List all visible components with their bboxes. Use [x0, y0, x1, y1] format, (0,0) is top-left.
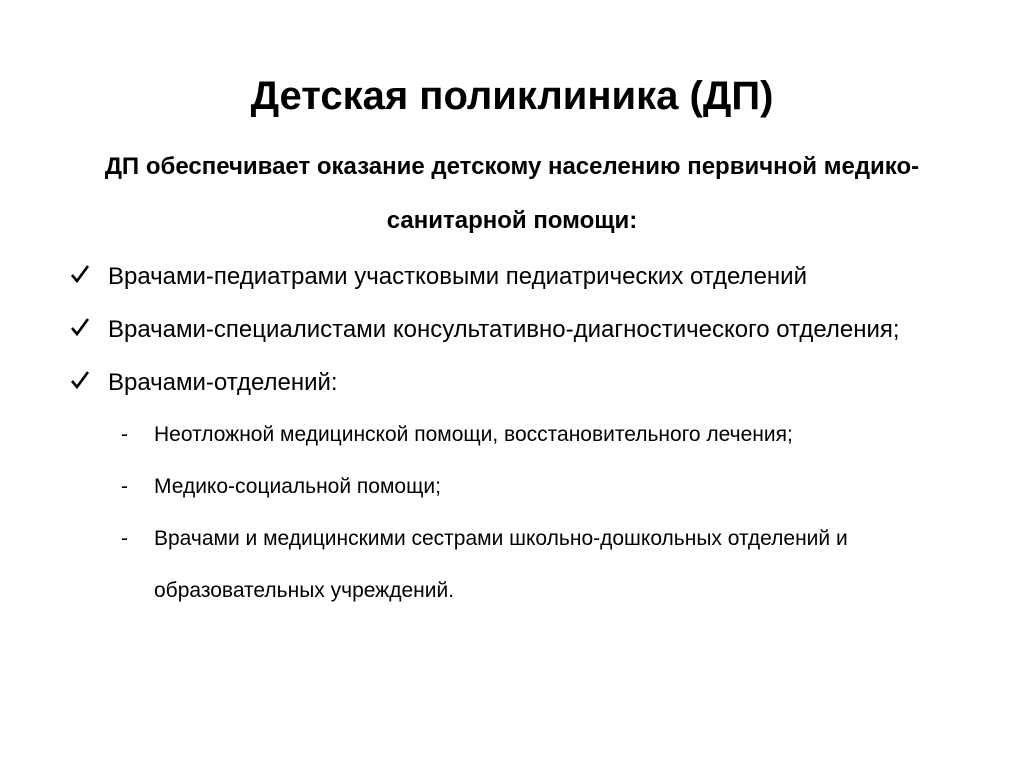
- list-item-text: Врачами-педиатрами участковыми педиатрических отделений: [108, 263, 807, 290]
- sub-list: [0, 409, 964, 617]
- sub-list-item-text: Медико-социальной помощи;: [154, 475, 441, 498]
- slide-subtitle: ДП обеспечивает оказание детскому населению первичной медико-санитарной помощи:: [104, 153, 920, 234]
- sub-list-item-text: Неотложной медицинской помощи, восстановительного лечения;: [154, 423, 793, 446]
- sub-list-item: [0, 513, 964, 617]
- dash-bullet: -: [121, 475, 128, 498]
- list-item-text: Врачами-специалистами консультативно-диагностического отделения;: [108, 316, 900, 343]
- sub-list-item: [0, 409, 964, 461]
- dash-bullet: -: [121, 423, 128, 446]
- sub-list-item-text: Врачами и медицинскими сестрами школьно-дошкольных отделений и образовательных учреждений.: [154, 527, 848, 602]
- slide-title: Детская поликлиника (ДП): [250, 74, 774, 118]
- bullet-list: [0, 250, 1024, 617]
- check-icon: [70, 263, 90, 285]
- sub-list-item: [0, 461, 964, 513]
- dash-bullet: -: [121, 527, 128, 550]
- check-icon: [70, 369, 90, 391]
- list-item-text: Врачами-отделений:: [108, 369, 338, 396]
- list-item: [0, 303, 1024, 356]
- check-icon: [70, 316, 90, 338]
- list-item: [0, 356, 1024, 617]
- list-item: [0, 250, 1024, 303]
